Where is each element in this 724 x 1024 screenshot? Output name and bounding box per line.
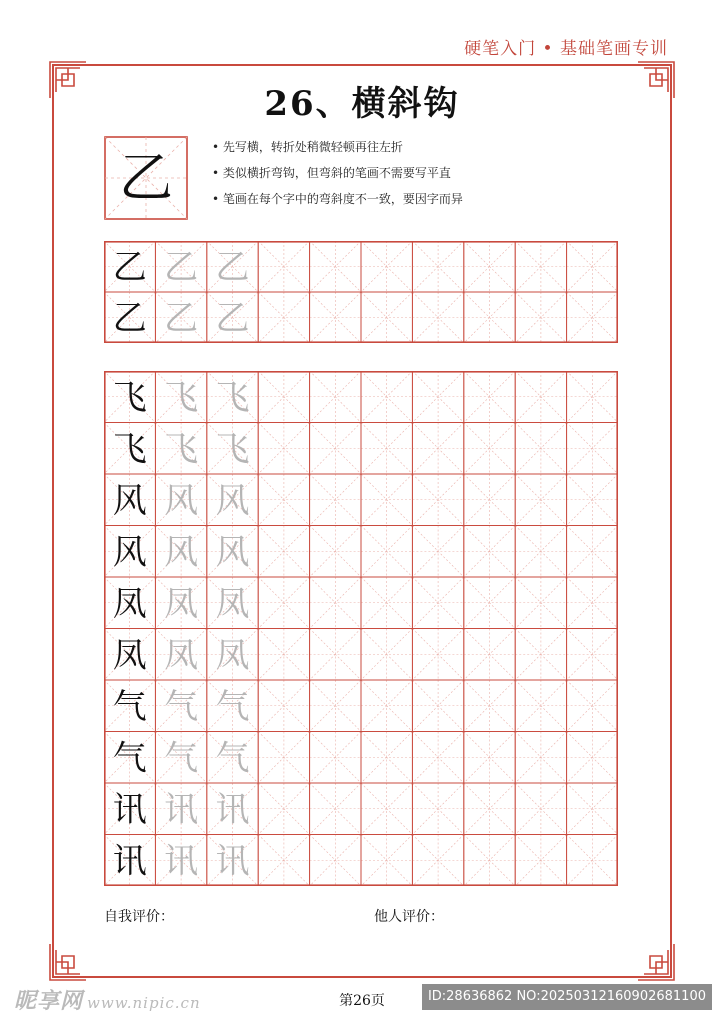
grid-cell[interactable] xyxy=(258,732,309,784)
grid-cell[interactable] xyxy=(464,835,515,887)
grid-cell[interactable] xyxy=(515,577,566,629)
lesson-title: 26、横斜钩 xyxy=(264,84,460,124)
model-character: 气 xyxy=(112,686,147,727)
corner-ornament-bottom-right xyxy=(636,942,676,982)
grid-cell[interactable] xyxy=(567,577,618,629)
demo-stroke-char: 乙 xyxy=(119,146,173,209)
model-character: 飞 xyxy=(112,429,147,470)
grid-cell[interactable] xyxy=(258,474,309,526)
peer-evaluation-label: 他人评价： xyxy=(374,909,444,925)
watermark-url: www.nipic.cn xyxy=(87,994,201,1012)
grid-cell[interactable] xyxy=(567,526,618,578)
stroke-demo-cell xyxy=(104,136,188,220)
trace-character: 乙 xyxy=(164,247,199,288)
model-character: 凤 xyxy=(112,583,147,624)
watermark-id: ID:28636862 NO:20250312160902681100 xyxy=(422,984,712,1010)
grid-cell[interactable] xyxy=(464,241,515,292)
grid-cell[interactable] xyxy=(515,629,566,681)
tip-item: • 笔画在每个字中的弯斜度不一致，要因字而异 xyxy=(212,186,463,212)
model-character: 风 xyxy=(112,480,147,521)
grid-cell[interactable] xyxy=(464,680,515,732)
grid-cell[interactable] xyxy=(567,783,618,835)
grid-cell[interactable] xyxy=(361,292,412,343)
trace-character: 讯 xyxy=(215,841,250,882)
grid-cell[interactable] xyxy=(258,371,309,423)
grid-cell[interactable] xyxy=(361,241,412,292)
grid-cell[interactable] xyxy=(567,680,618,732)
watermark-logo-text: 昵享网 xyxy=(14,988,84,1014)
model-character: 风 xyxy=(112,532,147,573)
grid-cell[interactable] xyxy=(258,577,309,629)
grid-cell[interactable] xyxy=(412,241,463,292)
grid-cell[interactable] xyxy=(567,835,618,887)
grid-cell[interactable] xyxy=(258,292,309,343)
grid-cell[interactable] xyxy=(515,526,566,578)
grid-cell[interactable] xyxy=(361,423,412,475)
grid-cell[interactable] xyxy=(361,680,412,732)
grid-cell[interactable] xyxy=(412,474,463,526)
grid-cell[interactable] xyxy=(412,526,463,578)
grid-cell[interactable] xyxy=(464,629,515,681)
grid-cell[interactable] xyxy=(310,474,361,526)
trace-character: 气 xyxy=(215,686,250,727)
trace-character: 乙 xyxy=(215,298,250,339)
trace-character: 讯 xyxy=(164,789,199,830)
grid-cell[interactable] xyxy=(412,371,463,423)
grid-cell[interactable] xyxy=(412,577,463,629)
model-character: 飞 xyxy=(112,377,147,418)
grid-cell[interactable] xyxy=(258,680,309,732)
grid-cell[interactable] xyxy=(361,629,412,681)
grid-cell[interactable] xyxy=(361,577,412,629)
model-character: 气 xyxy=(112,738,147,779)
grid-cell[interactable] xyxy=(567,371,618,423)
trace-character: 凤 xyxy=(215,583,250,624)
corner-ornament-bottom-left xyxy=(48,942,88,982)
grid-cell[interactable] xyxy=(464,371,515,423)
grid-cell[interactable] xyxy=(515,241,566,292)
grid-cell[interactable] xyxy=(464,783,515,835)
grid-cell[interactable] xyxy=(515,292,566,343)
self-evaluation-label: 自我评价： xyxy=(104,909,174,925)
trace-character: 气 xyxy=(164,686,199,727)
grid-cell[interactable] xyxy=(567,629,618,681)
trace-character: 凤 xyxy=(164,635,199,676)
trace-character: 气 xyxy=(164,738,199,779)
grid-cell[interactable] xyxy=(567,732,618,784)
grid-cell[interactable] xyxy=(361,835,412,887)
trace-character: 讯 xyxy=(215,789,250,830)
model-character: 凤 xyxy=(112,635,147,676)
grid-cell[interactable] xyxy=(361,371,412,423)
series-title: 硬笔入门 • 基础笔画专训 xyxy=(464,39,668,59)
grid-cell[interactable] xyxy=(310,577,361,629)
trace-character: 飞 xyxy=(215,377,250,418)
grid-cell[interactable] xyxy=(258,526,309,578)
grid-cell[interactable] xyxy=(310,629,361,681)
grid-cell[interactable] xyxy=(412,783,463,835)
character-practice-grid xyxy=(104,371,618,886)
grid-cell[interactable] xyxy=(464,526,515,578)
grid-cell[interactable] xyxy=(515,783,566,835)
trace-character: 风 xyxy=(164,480,199,521)
grid-cell[interactable] xyxy=(464,292,515,343)
stroke-practice-grid xyxy=(104,241,618,343)
model-character: 讯 xyxy=(112,841,147,882)
trace-character: 凤 xyxy=(164,583,199,624)
grid-cell[interactable] xyxy=(464,423,515,475)
grid-cell[interactable] xyxy=(412,292,463,343)
grid-cell[interactable] xyxy=(258,241,309,292)
grid-cell[interactable] xyxy=(567,474,618,526)
grid-cell[interactable] xyxy=(464,577,515,629)
trace-character: 飞 xyxy=(215,429,250,470)
grid-cell[interactable] xyxy=(310,526,361,578)
trace-character: 风 xyxy=(215,480,250,521)
grid-cell[interactable] xyxy=(567,241,618,292)
grid-cell[interactable] xyxy=(361,783,412,835)
trace-character: 气 xyxy=(215,738,250,779)
grid-cell[interactable] xyxy=(310,783,361,835)
trace-character: 飞 xyxy=(164,377,199,418)
grid-cell[interactable] xyxy=(258,629,309,681)
trace-character: 飞 xyxy=(164,429,199,470)
trace-character: 乙 xyxy=(215,247,250,288)
grid-cell[interactable] xyxy=(310,241,361,292)
grid-cell[interactable] xyxy=(258,783,309,835)
grid-cell[interactable] xyxy=(310,371,361,423)
grid-cell[interactable] xyxy=(515,371,566,423)
grid-cell[interactable] xyxy=(412,629,463,681)
model-character: 乙 xyxy=(112,298,147,339)
grid-cell[interactable] xyxy=(310,732,361,784)
grid-cell[interactable] xyxy=(412,423,463,475)
tip-item: • 先写横，转折处稍微轻顿再往左折 xyxy=(212,134,463,160)
grid-cell[interactable] xyxy=(258,423,309,475)
grid-cell[interactable] xyxy=(310,423,361,475)
grid-cell[interactable] xyxy=(412,732,463,784)
model-character: 乙 xyxy=(112,247,147,288)
model-character: 讯 xyxy=(112,789,147,830)
trace-character: 讯 xyxy=(164,841,199,882)
grid-cell[interactable] xyxy=(567,292,618,343)
page-number: 第26页 xyxy=(339,993,385,1009)
grid-cell[interactable] xyxy=(258,835,309,887)
grid-cell[interactable] xyxy=(515,835,566,887)
grid-cell[interactable] xyxy=(361,526,412,578)
grid-cell[interactable] xyxy=(310,835,361,887)
grid-cell[interactable] xyxy=(361,474,412,526)
grid-cell[interactable] xyxy=(515,423,566,475)
writing-tips xyxy=(212,134,463,212)
grid-cell[interactable] xyxy=(515,474,566,526)
grid-cell[interactable] xyxy=(412,835,463,887)
trace-character: 风 xyxy=(215,532,250,573)
tip-item: • 类似横折弯钩，但弯斜的笔画不需要写平直 xyxy=(212,160,463,186)
grid-cell[interactable] xyxy=(515,680,566,732)
grid-cell[interactable] xyxy=(567,423,618,475)
trace-character: 乙 xyxy=(164,298,199,339)
grid-cell[interactable] xyxy=(310,680,361,732)
grid-cell[interactable] xyxy=(412,680,463,732)
watermark-logo xyxy=(14,984,201,1015)
grid-cell[interactable] xyxy=(361,732,412,784)
trace-character: 风 xyxy=(164,532,199,573)
grid-cell[interactable] xyxy=(464,474,515,526)
grid-cell[interactable] xyxy=(515,732,566,784)
grid-cell[interactable] xyxy=(310,292,361,343)
trace-character: 凤 xyxy=(215,635,250,676)
grid-cell[interactable] xyxy=(464,732,515,784)
